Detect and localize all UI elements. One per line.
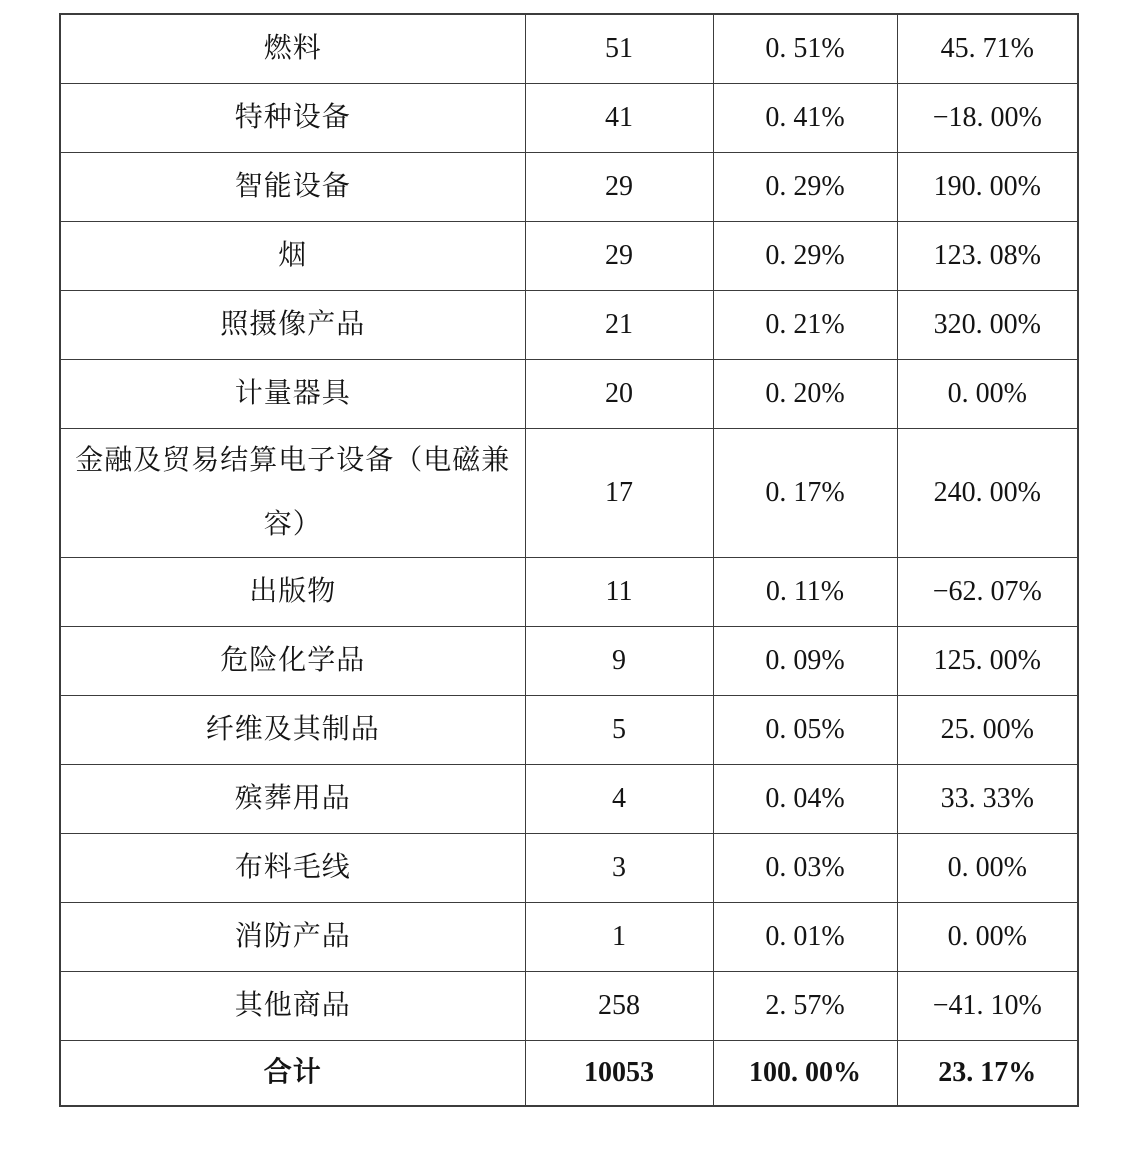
category-cell: 金融及贸易结算电子设备（电磁兼容）	[60, 428, 525, 557]
category-cell: 危险化学品	[60, 626, 525, 695]
category-cell: 照摄像产品	[60, 290, 525, 359]
count-cell: 9	[525, 626, 713, 695]
count-cell: 4	[525, 764, 713, 833]
share-percent-cell: 0. 29%	[713, 152, 897, 221]
category-cell: 消防产品	[60, 902, 525, 971]
total-count-cell: 10053	[525, 1040, 713, 1106]
count-cell: 5	[525, 695, 713, 764]
total-share-percent-cell: 100. 00%	[713, 1040, 897, 1106]
change-percent-cell: 125. 00%	[897, 626, 1078, 695]
count-cell: 11	[525, 557, 713, 626]
category-cell: 布料毛线	[60, 833, 525, 902]
change-percent-cell: −62. 07%	[897, 557, 1078, 626]
share-percent-cell: 0. 17%	[713, 428, 897, 557]
share-percent-cell: 0. 51%	[713, 14, 897, 83]
table-row	[60, 695, 1078, 764]
count-cell: 29	[525, 152, 713, 221]
category-cell: 纤维及其制品	[60, 695, 525, 764]
change-percent-cell: 123. 08%	[897, 221, 1078, 290]
share-percent-cell: 0. 41%	[713, 83, 897, 152]
count-cell: 21	[525, 290, 713, 359]
count-cell: 258	[525, 971, 713, 1040]
table-row	[60, 428, 1078, 557]
table-row	[60, 971, 1078, 1040]
share-percent-cell: 0. 09%	[713, 626, 897, 695]
category-cell: 出版物	[60, 557, 525, 626]
change-percent-cell: 0. 00%	[897, 359, 1078, 428]
share-percent-cell: 0. 20%	[713, 359, 897, 428]
category-cell: 特种设备	[60, 83, 525, 152]
count-cell: 51	[525, 14, 713, 83]
count-cell: 29	[525, 221, 713, 290]
table-row	[60, 764, 1078, 833]
share-percent-cell: 0. 11%	[713, 557, 897, 626]
table-row	[60, 221, 1078, 290]
change-percent-cell: −18. 00%	[897, 83, 1078, 152]
table-row	[60, 83, 1078, 152]
total-label-cell: 合计	[60, 1040, 525, 1106]
change-percent-cell: 25. 00%	[897, 695, 1078, 764]
change-percent-cell: 190. 00%	[897, 152, 1078, 221]
count-cell: 41	[525, 83, 713, 152]
table-row	[60, 557, 1078, 626]
table-row	[60, 626, 1078, 695]
count-cell: 17	[525, 428, 713, 557]
share-percent-cell: 0. 04%	[713, 764, 897, 833]
table-row	[60, 359, 1078, 428]
table-row	[60, 290, 1078, 359]
count-cell: 20	[525, 359, 713, 428]
table-row	[60, 152, 1078, 221]
count-cell: 1	[525, 902, 713, 971]
category-stats-table	[59, 13, 1079, 1107]
change-percent-cell: 0. 00%	[897, 902, 1078, 971]
share-percent-cell: 2. 57%	[713, 971, 897, 1040]
share-percent-cell: 0. 05%	[713, 695, 897, 764]
change-percent-cell: −41. 10%	[897, 971, 1078, 1040]
category-cell: 燃料	[60, 14, 525, 83]
change-percent-cell: 320. 00%	[897, 290, 1078, 359]
table-row-total	[60, 1040, 1078, 1106]
share-percent-cell: 0. 21%	[713, 290, 897, 359]
category-cell: 计量器具	[60, 359, 525, 428]
change-percent-cell: 45. 71%	[897, 14, 1078, 83]
total-change-percent-cell: 23. 17%	[897, 1040, 1078, 1106]
category-cell: 殡葬用品	[60, 764, 525, 833]
share-percent-cell: 0. 01%	[713, 902, 897, 971]
category-cell: 烟	[60, 221, 525, 290]
change-percent-cell: 0. 00%	[897, 833, 1078, 902]
category-cell: 其他商品	[60, 971, 525, 1040]
table-row	[60, 902, 1078, 971]
table-row	[60, 14, 1078, 83]
table-row	[60, 833, 1078, 902]
share-percent-cell: 0. 03%	[713, 833, 897, 902]
share-percent-cell: 0. 29%	[713, 221, 897, 290]
change-percent-cell: 240. 00%	[897, 428, 1078, 557]
change-percent-cell: 33. 33%	[897, 764, 1078, 833]
count-cell: 3	[525, 833, 713, 902]
category-cell: 智能设备	[60, 152, 525, 221]
